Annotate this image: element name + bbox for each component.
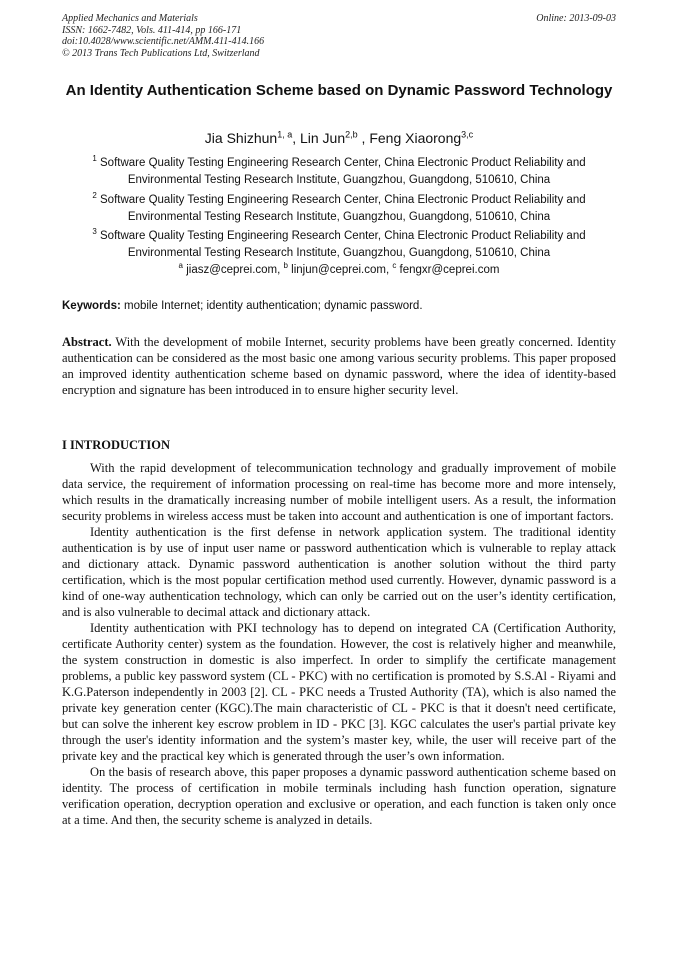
email-marker: c [392,261,397,271]
author-superscript: 1, a [277,129,293,140]
affiliation-marker: 3 [92,227,97,237]
paper-title: An Identity Authentication Scheme based on Dynamic Password Technology [65,82,613,99]
introduction-body [62,460,616,828]
author-superscript: 3,c [461,129,474,140]
author-separator: , [357,130,370,146]
affiliation-3 [62,228,616,262]
affiliation-2 [62,192,616,226]
email-address[interactable]: linjun@ceprei.com [291,264,386,276]
email-list [62,262,616,279]
email-address[interactable]: fengxr@ceprei.com [399,264,500,276]
doi-line: doi:10.4028/www.scientific.net/AMM.411-414.166 [62,36,265,47]
affiliation-1 [62,155,616,189]
copyright-line: © 2013 Trans Tech Publications Ltd, Switzerland [62,47,260,59]
email-marker: b [283,261,288,271]
paragraph: Identity authentication with PKI technology has to depend on integrated CA (Certification Authority, certificate Authority center) system as the foundation. However, the cost is relatively higher and meanwhile, the system construction in domestic is also imperfect. In order to simplify the certificate management problems, a public key password system (CL - PKC) with no certification is promoted by S.S.Al - Riyami and K.G.Paterson independently in 2003 [2]. CL - PKC needs a Trusted Authority (TA), which is also named the private key generation center (KGC).The main characteristic of CL - PKC is that it doesn't need certificate, but can solve the inherent key escrow problem in ID - PKC [3]. KGC calculates the user's partial private key through the user's identity information and the system’s master key, while, the user will receive part of the private key and the practical key which is generated through the user’s own information. [62,621,616,763]
abstract-text: With the development of mobile Internet, security problems have been greatly concerned. Identity authentication can be considered as the most basic one among various security problems. This paper proposed an improved identity authentication scheme based on dynamic password, where the idea of identity-based encryption and signature has been introduced in to ensure higher security level. [62,335,616,397]
author-list [62,129,616,147]
issn-line: ISSN: 1662-7482, Vols. 411-414, pp 166-171 [62,24,242,36]
author-separator: , [292,130,300,146]
email-address[interactable]: jiasz@ceprei.com [186,264,278,276]
paragraph: Identity authentication is the first defense in network application system. The traditional identity authentication is by use of input user name or password authentication which is vulnerable to replay attack and dictionary attack. Dynamic password authentication is another solution without the third party certification, which is the most popular certification method used currently. However, dynamic password is a kind of one-way authentication technology, which can only be carried out on the user’s identity certification, and is also vulnerable to decimal attack and dictionary attack. [62,525,616,619]
email-separator: , [277,264,284,276]
paragraph: With the rapid development of telecommunication technology and gradually improvement of mobile data service, the requirement of information processing on real-time has become more and more intensely, which results in the dramatically increasing number of mobile intelligent users. As a result, the information security problems in wireless access must be taken into account and authentication is one of important factors. [62,461,616,523]
affiliation-text: Software Quality Testing Engineering Research Center, China Electronic Product Reliability and Environmental Testing Research Institute, Guangzhou, Guangdong, 510610, China [100,194,586,223]
online-date: Online: 2013-09-03 [536,13,616,24]
email-marker: a [178,261,183,271]
affiliation-text: Software Quality Testing Engineering Research Center, China Electronic Product Reliability and Environmental Testing Research Institute, Guangzhou, Guangdong, 510610, China [100,230,586,259]
affiliation-text: Software Quality Testing Engineering Research Center, China Electronic Product Reliability and Environmental Testing Research Institute, Guangzhou, Guangdong, 510610, China [100,157,586,186]
keywords-text: mobile Internet; identity authentication; dynamic password. [124,300,423,312]
keywords [62,298,616,315]
abstract [62,334,616,398]
email-separator: , [385,264,393,276]
publication-header [62,13,616,59]
author-name: Lin Jun [299,130,346,146]
author-superscript: 2,b [345,129,358,140]
affiliation-marker: 1 [92,154,97,164]
affiliation-marker: 2 [92,191,97,201]
section-heading: I INTRODUCTION [62,438,171,452]
paragraph: On the basis of research above, this paper proposes a dynamic password authentication scheme based on identity. The process of certification in mobile terminals including hash function operation, signature verification operation, decryption operation and exclusive or operation, and each function is taken only once at a time. And then, the security scheme is analyzed in details. [62,765,616,827]
journal-name: Applied Mechanics and Materials [62,13,198,24]
author-name: Feng Xiaorong [369,130,462,146]
abstract-label: Abstract. [62,335,112,349]
author-name: Jia Shizhun [204,130,278,146]
keywords-label: Keywords: [62,300,121,312]
